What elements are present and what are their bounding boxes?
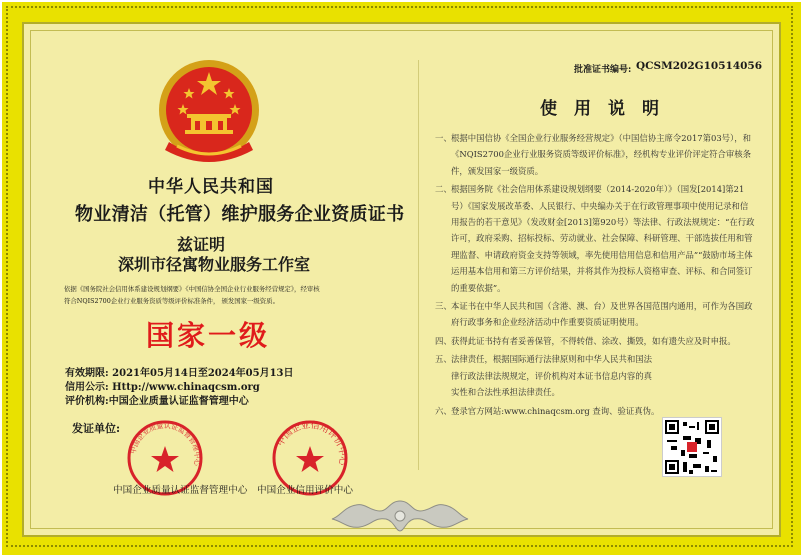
usage-item [435,403,660,419]
seal-credit-center-ring-text: 中国企业信用评价中心 [275,420,348,466]
usage-item-num: 六、 [435,405,452,416]
basis-line-2: 符合NQIS2700企业行业服务资质等级评价标准条件， 颁发国家一级资质。 [64,297,279,305]
seal-quality-center-ring-text: 中国企业质量认证监督管理中心 [129,421,202,467]
usage-item-text: 本证书在中华人民共和国（含港、澳、台）及世界各国范围内通用，可作为各国政府行政事务和企业经济活动中作重要资质证明使用。 [451,301,753,328]
qr-code-icon[interactable] [662,417,722,477]
usage-item-text: 根据中国信协《全国企业行业服务经营规定》（中国信协主席令2017第03号），和《NQIS2700企业行业服务资质等级评价标准》，经机构专业评价评定符合审核条件，颁发国家一级资质。 [451,133,751,176]
company-name: 深圳市径寓物业服务工作室 [118,255,311,274]
usage-item [435,181,755,296]
usage-item-text: 获得此证书持有者妥善保管，不得转借、涂改、撕毁，如有遗失应及时申报。 [451,335,736,346]
usage-item-num: 五、 [435,354,452,365]
credit-website[interactable]: 信用公示: Http://www.chinaqcsm.org [65,382,260,393]
usage-item-text: 登录官方网站:www.chinaqcsm.org 查询、验证真伪。 [451,405,660,416]
usage-item [435,333,755,349]
decorative-ornament-icon [330,497,470,535]
grade-text: 国家一级 [146,319,271,352]
usage-item [435,351,660,400]
usage-item-num: 一、 [435,133,452,143]
basis-line-1: 依据《国务院社会信用体系建设规划纲要》《中国信协全国企业行业服务经营规定》，经审核 [64,285,320,293]
usage-title: 使 用 说 明 [540,99,659,119]
usage-item [435,298,755,331]
issuer-1: 中国企业质量认证监督管理中心 [113,485,248,496]
usage-item-num: 四、 [435,335,452,346]
issuer-label: 发证单位: [72,422,121,435]
certificate-title: 物业清洁（托管）维护服务企业资质证书 [75,204,405,225]
serial-label: 批准证书编号: [574,65,632,75]
country-name: 中华人民共和国 [148,177,274,197]
usage-item-text: 根据国务院《社会信用体系建设规划纲要（2014-2020年）》（国发[2014]第21号）《国家发展改革委、人民银行、中央编办关于在行政管理事项中使用记录和信用报告的若干意见》（发改财金[2013]第920号）等法律、行政法规规定：“在行政许可，政府采购、招标投标、劳动就业、社会保障、科研管理、干部选拔任用和管理监督、申请政府资金支持等领域，率先使用信用信息和信用产品”“鼓励市场主体运用基本信用和第三方评价结果，并将其作为投标人资格审查、评标、和合同签订的重要依据”。 [451,184,755,293]
certify-text: 兹证明 [177,235,226,254]
serial-number: QCSM202G10514056 [636,60,763,72]
usage-item-num: 三、 [435,301,452,312]
national-emblem-icon [155,58,263,168]
validity-period: 有效期限: 2021年05月14日至2024年05月13日 [65,368,294,379]
usage-item [435,130,755,179]
usage-item-text: 法律责任，根据国际通行法律原则和中华人民共和国法律行政法律法规规定，评价机构对本证书信息内容的真实性和合法性承担法律责任。 [451,354,652,398]
usage-item-num: 二、 [435,184,452,195]
usage-list [435,130,755,421]
issuer-2: 中国企业信用评价中心 [257,485,353,496]
column-divider [418,60,419,470]
evaluation-agency: 评价机构:中国企业质量认证监督管理中心 [65,396,249,407]
